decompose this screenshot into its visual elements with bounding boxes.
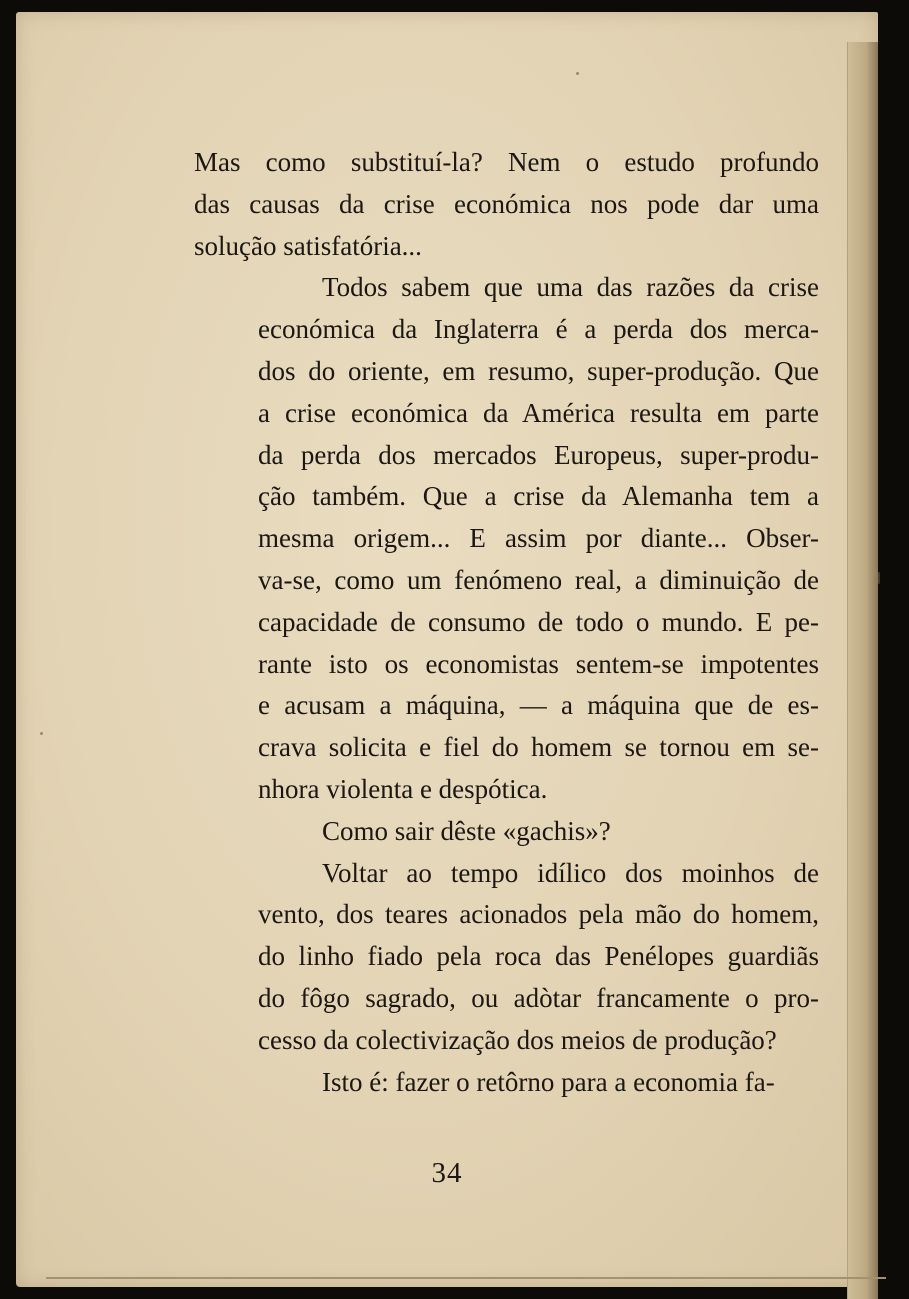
text-line: económica da Inglaterra é a perda dos merca-: [258, 314, 819, 345]
page-edge-shadow: [847, 42, 878, 1299]
text-line: vento, dos teares acionados pela mão do homem,: [258, 899, 819, 930]
text-line: rante isto os economistas sentem-se impotentes: [258, 648, 819, 679]
text-line: e acusam a máquina, — a máquina que de es-: [258, 690, 819, 721]
page-bottom-edge: [46, 1277, 886, 1279]
text-line: crava solicita e fiel do homem se tornou em se-: [258, 732, 819, 763]
paragraph: [194, 1062, 819, 1104]
text-line: nhora violenta e despótica.: [258, 773, 548, 804]
text-line: solução satisfatória...: [194, 230, 422, 261]
text-line: do linho fiado pela roca das Penélopes guardiãs: [258, 941, 819, 972]
text-line: a crise económica da América resulta em parte: [258, 397, 819, 428]
text-line: Todos sabem que uma das razões da crise: [322, 272, 819, 303]
paragraph: [194, 142, 819, 267]
text-line: cesso da colectivização dos meios de produção?: [258, 1024, 777, 1055]
text-line: das causas da crise económica nos pode dar uma: [194, 188, 819, 219]
body-text: [194, 142, 819, 1103]
book-page: [16, 12, 878, 1287]
text-line: Voltar ao tempo idílico dos moinhos de: [322, 857, 819, 888]
text-line: capacidade de consumo de todo o mundo. E pe-: [258, 606, 819, 637]
paragraph: [194, 853, 819, 1062]
paper-speck: [40, 732, 43, 735]
text-line: Como sair dêste «gachis»?: [322, 815, 611, 846]
text-line: mesma origem... E assim por diante... Obser-: [258, 523, 819, 554]
page-number: 34: [431, 1157, 463, 1189]
paper-speck: [576, 72, 579, 75]
text-line: do fôgo sagrado, ou adòtar francamente o pro-: [258, 982, 819, 1013]
text-line: Mas como substituí-la? Nem o estudo profundo: [194, 147, 819, 177]
paragraph: [194, 811, 819, 853]
paper-speck: [878, 572, 880, 584]
text-line: da perda dos mercados Europeus, super-produ-: [258, 439, 819, 470]
text-line: ção também. Que a crise da Alemanha tem a: [258, 481, 819, 512]
text-line: va-se, como um fenómeno real, a diminuição de: [258, 564, 819, 595]
text-line: Isto é: fazer o retôrno para a economia fa-: [322, 1066, 775, 1097]
paragraph: [194, 267, 819, 810]
text-line: dos do oriente, em resumo, super-produção. Que: [258, 355, 819, 386]
